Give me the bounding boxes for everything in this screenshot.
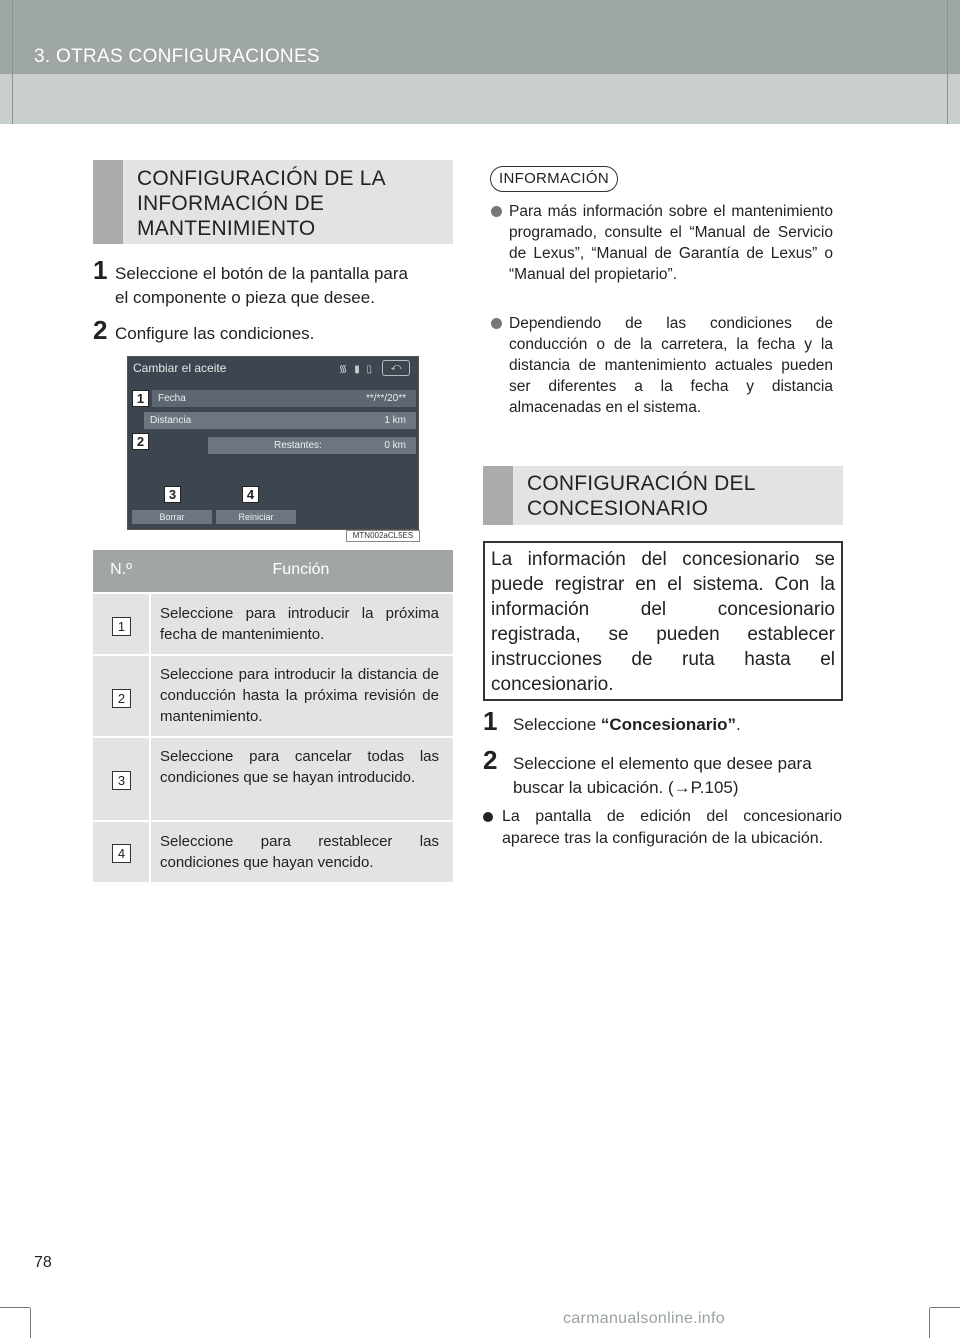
callout-3: 3 <box>164 486 181 503</box>
section-header-maintenance <box>93 160 453 244</box>
step-number: 2 <box>93 315 108 345</box>
section-title-line: MANTENIMIENTO <box>137 217 316 240</box>
page-header <box>0 0 960 124</box>
screen-row-date <box>152 390 416 407</box>
row-description: Seleccione para cancelar todas las condiciones que se hayan introducido. <box>160 748 439 786</box>
watermark: carmanualsonline.info <box>563 1310 725 1327</box>
screen-button-clear: Borrar <box>132 510 212 524</box>
row-label: Fecha <box>158 393 186 404</box>
status-icons: ᯾ ▮ ▯ <box>338 364 374 375</box>
screen-title: Cambiar el aceite <box>133 361 227 375</box>
section-title-line: CONCESIONARIO <box>527 497 709 520</box>
dealer-bullet <box>483 806 842 850</box>
column-header-number: N.º <box>110 561 132 578</box>
step-number: 2 <box>483 745 498 775</box>
page-number: 78 <box>34 1254 52 1271</box>
section-title-line: INFORMACIÓN DE <box>137 192 325 215</box>
step-number: 1 <box>93 255 108 285</box>
crop-mark <box>930 1307 960 1308</box>
screen-button-reset: Reiniciar <box>216 510 296 524</box>
section-title-line: CONFIGURACIÓN DEL <box>527 472 756 495</box>
section-tab <box>93 160 123 244</box>
row-value: 0 km <box>384 440 406 451</box>
table-header <box>93 550 453 592</box>
crop-mark <box>0 1307 30 1308</box>
table-row <box>93 736 453 820</box>
screen-row-distance-label <box>144 412 212 429</box>
step-number: 1 <box>483 706 498 736</box>
table-row <box>93 654 453 736</box>
info-label: INFORMACIÓN <box>490 166 618 192</box>
figure-code: MTN002aCL5ES <box>346 530 420 542</box>
column-header-function: Función <box>272 561 330 578</box>
row-number: 1 <box>112 617 131 636</box>
row-description: Seleccione para introducir la próxima fecha de mantenimiento. <box>160 605 439 643</box>
section-header-dealer <box>483 466 843 525</box>
bullet-icon <box>491 206 502 217</box>
row-description: Seleccione para introducir la distancia de conducción hasta la próxima revisión de mantenimiento. <box>160 666 439 725</box>
dealer-info-box: La información del concesionario se puede registrar en el sistema. Con la información del concesionario registrada, se pueden establecer instrucciones de ruta hasta el concesionario. <box>483 541 843 701</box>
chapter-title: 3. OTRAS CONFIGURACIONES <box>34 46 320 67</box>
callout-1: 1 <box>132 390 149 407</box>
screen-row-distance-value <box>208 412 416 429</box>
info-bullet <box>491 201 833 285</box>
header-rule <box>12 0 13 124</box>
step-text: Seleccione el botón de la pantalla para <box>115 264 408 283</box>
row-value: 1 km <box>384 415 406 426</box>
step-text: el componente o pieza que desee. <box>115 288 375 307</box>
section-title-line: CONFIGURACIÓN DE LA <box>137 167 386 190</box>
function-table <box>93 550 453 882</box>
section-tab <box>483 466 513 525</box>
callout-2: 2 <box>132 433 149 450</box>
row-number: 4 <box>112 844 131 863</box>
bullet-text: Dependiendo de las condiciones de conducción o de la carretera, la fecha y la distancia de mantenimiento actuales pueden ser diferentes a la fecha y distancia almacenadas en el sistema. <box>509 315 833 416</box>
row-number: 2 <box>112 689 131 708</box>
bullet-text: Para más información sobre el mantenimiento programado, consulte el “Manual de Servicio de Lexus”, “Manual de Garantía de Lexus” o “Manual del propietario”. <box>509 203 833 283</box>
bullet-icon <box>491 318 502 329</box>
crop-mark <box>929 1308 930 1338</box>
step-text: Configure las condiciones. <box>115 324 315 343</box>
step-text: Seleccione el elemento que desee para <box>513 754 812 773</box>
step-text: . <box>735 715 741 734</box>
maintenance-screen-illustration <box>127 356 419 530</box>
header-rule <box>947 0 948 124</box>
bullet-icon <box>483 812 493 822</box>
back-arrow-icon: ⤺ <box>382 360 410 376</box>
table-row <box>93 592 453 654</box>
row-number: 3 <box>112 771 131 790</box>
step-text: buscar la ubicación. (→P.105) <box>513 778 739 797</box>
bullet-text: La pantalla de edición del concesionario aparece tras la configuración de la ubicación. <box>502 808 842 847</box>
step-text: Seleccione <box>513 715 601 734</box>
crop-mark <box>30 1308 31 1338</box>
screen-row-remaining <box>208 437 416 454</box>
row-description: Seleccione para restablecer las condiciones que hayan vencido. <box>160 833 439 871</box>
row-value: **/**/20** <box>365 393 406 404</box>
info-bullet <box>491 313 833 418</box>
row-label: Restantes: <box>274 440 322 451</box>
row-label: Distancia <box>150 415 192 426</box>
table-row <box>93 820 453 882</box>
step-text-bold: “Concesionario” <box>600 715 736 734</box>
callout-4: 4 <box>242 486 259 503</box>
